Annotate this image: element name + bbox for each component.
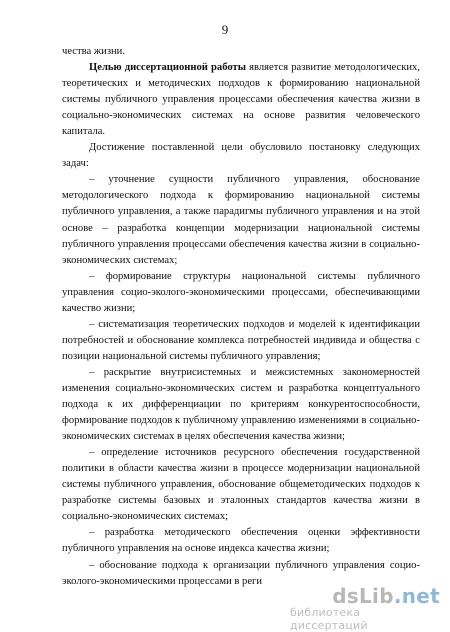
watermark-brand-main: dsLib bbox=[332, 584, 394, 608]
paragraph-continuation bbox=[62, 44, 420, 60]
paragraph-text: Достижение поставленной цели обусловило постановку следующих задач: bbox=[62, 142, 420, 170]
task-item bbox=[62, 269, 420, 317]
task-text: – уточнение сущности публичного управления, обоснование методологического подхода к формированию национальной системы публичного управления, а также парадигмы публичного управления и на этой основе – разработка концепции модернизации национальной системы публичного управления процессами обеспечения качества жизни в социально-экономических системах; bbox=[62, 174, 420, 266]
task-text: – формирование структуры национальной системы публичного управления социо-эколого-экономическими процессами, обеспечивающими качество жизни; bbox=[62, 270, 420, 314]
paragraph-tasks-intro bbox=[62, 140, 420, 172]
task-text: – обоснование подхода к организации публичного управления социо-эколого-экономическими процессами в реги bbox=[62, 559, 420, 587]
task-item bbox=[62, 172, 420, 268]
task-item bbox=[62, 525, 420, 557]
task-text: – определение источников ресурсного обеспечения государственной политики в области качества жизни в процессе модернизации национальной системы публичного управления, обоснование общеметодических подходов к разработке системы базовых и эталонных стандартов качества жизни в социально-экономических системах; bbox=[62, 447, 420, 523]
task-text: – раскрытие внутрисистемных и межсистемных закономерностей изменения социально-экономических систем и разработка концептуального подхода к их дифференциации по критериям конкурентоспособности, формирование подходов к публичному управлению изменениями в социально-экономических системах в целях обеспечения качества жизни; bbox=[62, 366, 420, 443]
watermark-subtitle: библиотека диссертаций bbox=[290, 606, 368, 632]
dslib-watermark bbox=[290, 584, 440, 632]
paragraph-goal bbox=[62, 60, 420, 140]
paragraph-text: чества жизни. bbox=[62, 46, 125, 57]
task-text: – разработка методического обеспечения оценки эффективности публичного управления на основе индекса качества жизни; bbox=[62, 527, 420, 555]
page-number: 9 bbox=[221, 22, 229, 37]
task-item bbox=[62, 365, 420, 445]
watermark-brand-suffix: .net bbox=[393, 584, 440, 608]
task-item bbox=[62, 317, 420, 365]
paragraph-text: является развитие методологических, теоретических и методических подходов к формированию национальной системы публичного управления процессами обеспечения качества жизни в социально-экономических системах на основе развития человеческого капитала. bbox=[62, 62, 420, 138]
goal-bold-lead: Целью диссертационной работы bbox=[89, 62, 247, 74]
document-body bbox=[62, 44, 420, 590]
watermark-brand bbox=[332, 584, 440, 608]
task-text: – систематизация теоретических подходов и моделей к идентификации потребностей и обоснование комплекса потребностей индивида и общества с позиции национальной системы публичного управления; bbox=[62, 318, 420, 362]
task-item bbox=[62, 445, 420, 525]
